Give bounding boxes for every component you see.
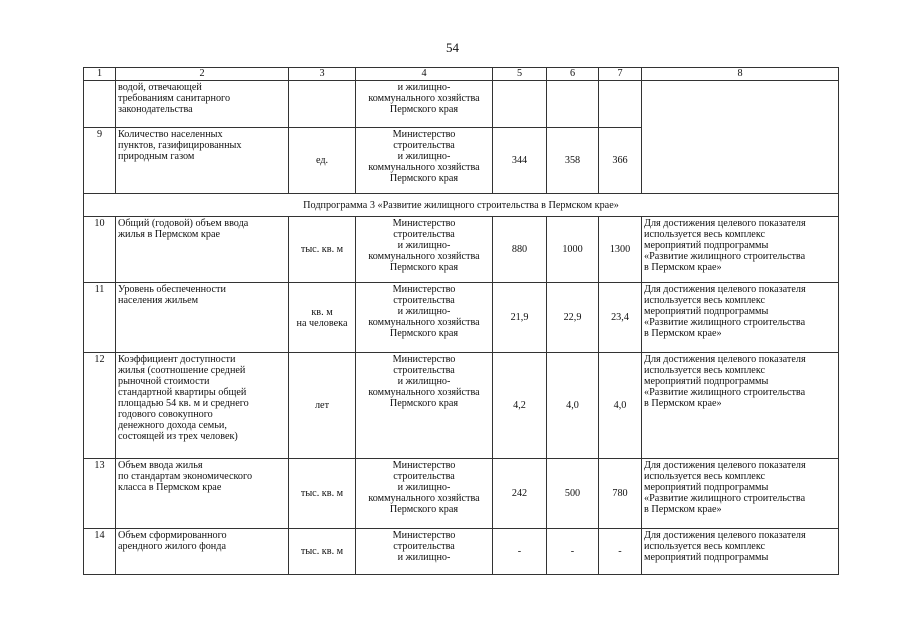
executor-cell: Министерство строительства и жилищно- коммунального хозяйства Пермского края <box>356 128 493 194</box>
indicator-cell: Объем ввода жилья по стандартам экономического класса в Пермском крае <box>116 459 289 529</box>
page-number: 54 <box>446 40 459 55</box>
row-number-cell: 10 <box>84 217 116 283</box>
indicator-cell: водой, отвечающей требованиям санитарного законодательства <box>116 81 289 128</box>
indicator-cell: Объем сформированного арендного жилого фонда <box>116 529 289 575</box>
note-cell: Для достижения целевого показателя используется весь комплекс мероприятий подпрограммы «Развитие жилищного строительства в Пермском крае» <box>642 459 839 529</box>
value-cell: 1300 <box>599 217 642 283</box>
value-cell: - <box>493 529 547 575</box>
value-cell: - <box>547 529 599 575</box>
note-cell: Для достижения целевого показателя используется весь комплекс мероприятий подпрограммы «Развитие жилищного строительства в Пермском крае» <box>642 353 839 459</box>
value-cell: 1000 <box>547 217 599 283</box>
column-number-row <box>84 68 839 81</box>
table-row <box>84 529 839 575</box>
value-cell: 4,2 <box>493 353 547 459</box>
column-header: 5 <box>493 68 547 81</box>
indicator-cell: Общий (годовой) объем ввода жилья в Пермском крае <box>116 217 289 283</box>
value-cell <box>493 81 547 128</box>
table-row <box>84 459 839 529</box>
indicator-cell: Коэффициент доступности жилья (соотношение средней рыночной стоимости стандартной квартиры общей площадью 54 кв. м и среднего годового совокупного денежного дохода семьи, состоящей из трех человек) <box>116 353 289 459</box>
unit-cell: лет <box>289 353 356 459</box>
value-cell: 4,0 <box>599 353 642 459</box>
table-row <box>84 217 839 283</box>
value-cell: 358 <box>547 128 599 194</box>
executor-cell: Министерство строительства и жилищно- коммунального хозяйства Пермского края <box>356 459 493 529</box>
executor-cell: Министерство строительства и жилищно- коммунального хозяйства Пермского края <box>356 217 493 283</box>
indicator-cell: Уровень обеспеченности населения жильем <box>116 283 289 353</box>
note-cell: Для достижения целевого показателя используется весь комплекс мероприятий подпрограммы «Развитие жилищного строительства в Пермском крае» <box>642 217 839 283</box>
unit-cell <box>289 81 356 128</box>
unit-cell: тыс. кв. м <box>289 459 356 529</box>
column-header: 2 <box>116 68 289 81</box>
value-cell <box>547 81 599 128</box>
column-header: 8 <box>642 68 839 81</box>
value-cell: 242 <box>493 459 547 529</box>
unit-cell: ед. <box>289 128 356 194</box>
indicators-table <box>83 67 839 575</box>
value-cell: 23,4 <box>599 283 642 353</box>
column-header: 3 <box>289 68 356 81</box>
row-number-cell: 9 <box>84 128 116 194</box>
row-number-cell: 14 <box>84 529 116 575</box>
note-cell: Для достижения целевого показателя используется весь комплекс мероприятий подпрограммы <box>642 529 839 575</box>
value-cell: 366 <box>599 128 642 194</box>
unit-cell: кв. м на человека <box>289 283 356 353</box>
row-number-cell <box>84 81 116 128</box>
value-cell: 500 <box>547 459 599 529</box>
table-row <box>84 81 839 128</box>
column-header: 6 <box>547 68 599 81</box>
executor-cell: Министерство строительства и жилищно- <box>356 529 493 575</box>
value-cell: 780 <box>599 459 642 529</box>
column-header: 7 <box>599 68 642 81</box>
table-row <box>84 353 839 459</box>
executor-cell: Министерство строительства и жилищно- коммунального хозяйства Пермского края <box>356 353 493 459</box>
note-cell <box>642 81 839 194</box>
subprogram-row <box>84 194 839 217</box>
executor-cell: и жилищно- коммунального хозяйства Пермского края <box>356 81 493 128</box>
value-cell: 22,9 <box>547 283 599 353</box>
column-header: 1 <box>84 68 116 81</box>
table-row <box>84 283 839 353</box>
value-cell: 4,0 <box>547 353 599 459</box>
subprogram-title: Подпрограмма 3 «Развитие жилищного строительства в Пермском крае» <box>84 194 839 217</box>
value-cell: 880 <box>493 217 547 283</box>
indicator-cell: Количество населенных пунктов, газифицированных природным газом <box>116 128 289 194</box>
row-number-cell: 12 <box>84 353 116 459</box>
row-number-cell: 11 <box>84 283 116 353</box>
value-cell: 21,9 <box>493 283 547 353</box>
unit-cell: тыс. кв. м <box>289 217 356 283</box>
value-cell: 344 <box>493 128 547 194</box>
note-cell: Для достижения целевого показателя используется весь комплекс мероприятий подпрограммы «Развитие жилищного строительства в Пермском крае» <box>642 283 839 353</box>
executor-cell: Министерство строительства и жилищно- коммунального хозяйства Пермского края <box>356 283 493 353</box>
row-number-cell: 13 <box>84 459 116 529</box>
unit-cell: тыс. кв. м <box>289 529 356 575</box>
value-cell <box>599 81 642 128</box>
column-header: 4 <box>356 68 493 81</box>
value-cell: - <box>599 529 642 575</box>
